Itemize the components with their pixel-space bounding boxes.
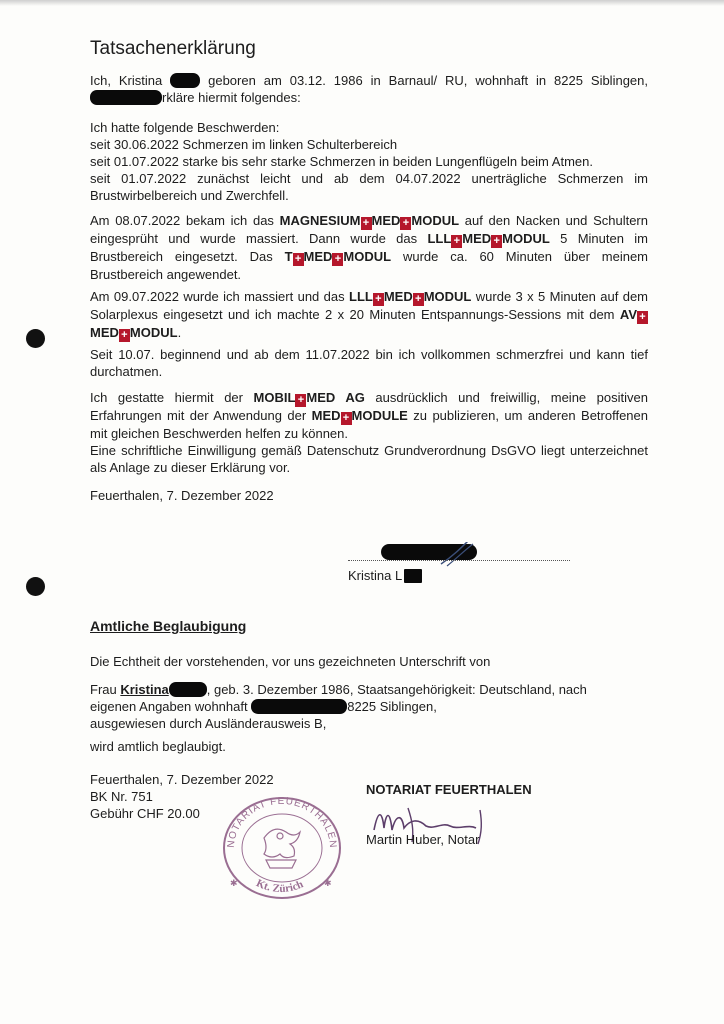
red-cross-icon: +	[413, 293, 424, 306]
signer-name: Kristina L	[348, 568, 403, 583]
punch-hole-top	[26, 329, 45, 348]
authentication-line-1: Die Echtheit der vorstehenden, vor uns gezeichneten Unterschrift von	[90, 654, 491, 669]
place-date: Feuerthalen, 7. Dezember 2022	[90, 488, 274, 503]
signature-line	[348, 560, 570, 561]
brand-av-med-modul: AV +MED + MODUL	[90, 307, 648, 340]
complaints-block	[90, 119, 648, 204]
intro-text-a: Ich, Kristina	[90, 73, 163, 88]
lion-emblem-icon	[264, 829, 300, 868]
red-cross-icon: +	[637, 311, 648, 324]
paragraph-0907	[90, 288, 648, 342]
notary-stamp	[216, 790, 346, 905]
intro-text-c: rkläre hiermit folgendes:	[162, 90, 301, 105]
intro-paragraph	[90, 72, 648, 106]
stamp-bottom-text: Kt. Zürich	[254, 877, 306, 895]
redaction-person-surname	[169, 682, 207, 697]
p0807-text-b: auf den Nacken und Schultern eingesprüht und wurde massiert. Dann wurde das	[90, 213, 648, 246]
redaction-street	[90, 90, 162, 105]
redaction-address	[251, 699, 347, 714]
complaint-line-3: seit 01.07.2022 zunächst leicht und ab dem 04.07.2022 unerträgliche Schmerzen im Brustwirbelbereich und Zwerchfell.	[90, 171, 648, 203]
red-cross-icon: +	[341, 412, 352, 425]
brand-t-med-modul: T + MED + MODUL	[284, 249, 392, 265]
red-cross-icon: +	[295, 394, 306, 407]
scan-edge	[0, 0, 724, 6]
stamp-ring-text: NOTARIAT FEUERTHALEN	[225, 795, 339, 849]
red-cross-icon: +	[373, 293, 384, 306]
p0807-text-a: Am 08.07.2022 bekam ich das	[90, 213, 280, 228]
red-cross-icon: +	[451, 235, 462, 248]
redaction-signer-surname	[404, 569, 422, 583]
bk-number: BK Nr. 751	[90, 789, 153, 804]
signer-block	[348, 567, 548, 584]
p0907-text-c: .	[177, 325, 182, 340]
red-cross-icon: +	[491, 235, 502, 248]
paragraph-1007	[90, 346, 648, 380]
notary-seal-graphic	[216, 790, 346, 900]
brand-med-module: MED + MODULE	[311, 408, 408, 424]
redaction-surname	[170, 73, 200, 88]
brand-magnesium-med-modul: MAGNESIUM + MED + MODUL	[279, 213, 460, 229]
brand-lll-med-modul: LLL + MED + MODUL	[349, 289, 472, 305]
p0807-text-d: wurde ca. 60 Minuten über meinem Brustbereich angewendet.	[90, 249, 648, 282]
consent-text-d: Eine schriftliche Einwilligung gemäß Datenschutz Grundverordnung DsGVO liegt unterzeichnet als Anlage zu dieser Erklärung vor.	[90, 443, 648, 475]
punch-hole-bottom	[26, 577, 45, 596]
intro-text-b: geboren am 03.12. 1986 in Barnaul/ RU, wohnhaft in 8225 Siblingen,	[208, 73, 648, 88]
notary-office: NOTARIAT FEUERTHALEN	[366, 782, 532, 797]
complaints-heading: Ich hatte folgende Beschwerden:	[90, 120, 280, 135]
complaint-line-1: seit 30.06.2022 Schmerzen im linken Schulterbereich	[90, 137, 398, 152]
p0907-text-b: wurde 3 x 5 Minuten auf dem Solarplexus eingesetzt und ich machte 2 x 20 Minuten Entspannungs-Sessions mit dem	[90, 289, 649, 322]
p0807-text-c: 5 Minuten im Brustbereich eingesetzt. Das	[90, 231, 648, 264]
authentication-person-name: Kristina	[120, 682, 169, 697]
red-cross-icon: +	[400, 217, 411, 230]
p1007-text: Seit 10.07. beginnend und ab dem 11.07.2022 bin ich vollkommen schmerzfrei und kann tief durchatmen.	[90, 347, 648, 379]
red-cross-icon: +	[361, 217, 372, 230]
authentication-footer: Feuerthalen, 7. Dezember 2022 BK Nr. 751 Gebühr CHF 20.00	[90, 771, 330, 822]
svg-text:Kt. Zürich	[254, 877, 305, 895]
fee: Gebühr CHF 20.00	[90, 806, 200, 821]
svg-text:✱: ✱	[230, 878, 238, 888]
complaint-line-2: seit 01.07.2022 starke bis sehr starke Schmerzen in beiden Lungenflügeln beim Atmen.	[90, 154, 593, 169]
authentication-line-5: wird amtlich beglaubigt.	[90, 739, 226, 754]
consent-text-b: ausdrücklich und freiwillig, meine positiven Erfahrungen mit der Anwendung der	[90, 390, 648, 423]
notary-name: Martin Huber, Notar	[366, 832, 480, 847]
red-cross-icon: +	[332, 253, 343, 266]
consent-text-c: zu publizieren, um anderen Betroffenen mit gleichen Beschwerden helfen zu können.	[90, 408, 648, 441]
red-cross-icon: +	[293, 253, 304, 266]
p0907-text-a: Am 09.07.2022 wurde ich massiert und das	[90, 289, 349, 304]
paragraph-0807	[90, 212, 648, 283]
red-cross-icon: +	[119, 329, 130, 342]
svg-text:✱: ✱	[324, 878, 332, 888]
consent-paragraph	[90, 389, 648, 476]
brand-mobilmed-ag: MOBIL + MED AG	[253, 390, 365, 406]
authentication-person: Frau Kristina , geb. 3. Dezember 1986, Staatsangehörigkeit: Deutschland, nach eigenen Angaben wohnhaft 8225 Siblingen, ausgewiesen durch Ausländerausweis B,	[90, 682, 587, 731]
document-title: Tatsachenerklärung	[90, 38, 256, 59]
authentication-heading: Amtliche Beglaubigung	[90, 618, 247, 634]
brand-lll-med-modul: LLL + MED + MODUL	[427, 231, 550, 247]
consent-text-a: Ich gestatte hiermit der	[90, 390, 254, 405]
